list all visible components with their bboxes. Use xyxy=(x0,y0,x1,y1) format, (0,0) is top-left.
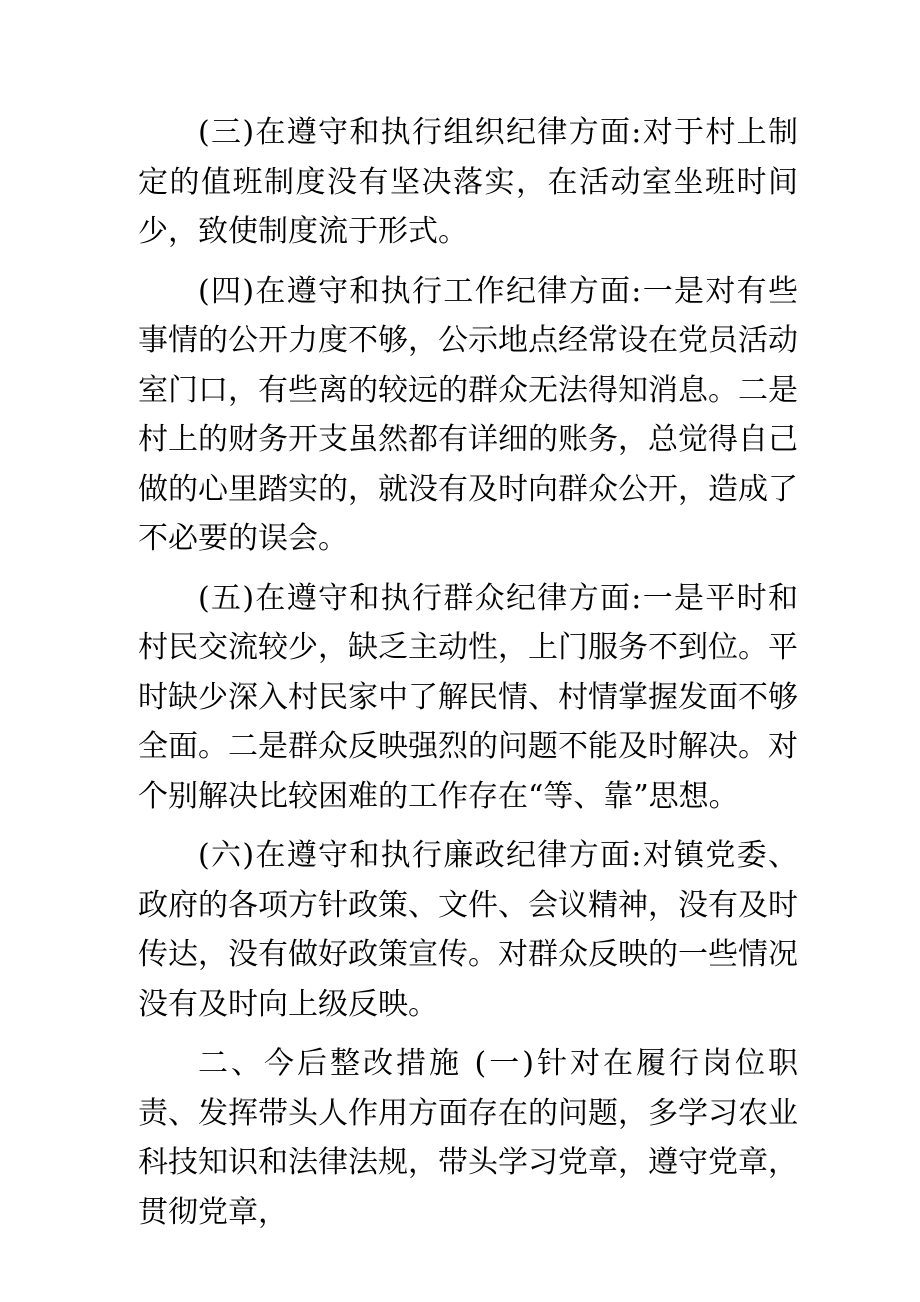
paragraph-4: (四)在遵守和执行工作纪律方面:一是对有些事情的公开力度不够，公示地点经常设在党员活动室门口，有些离的较远的群众无法得知消息。二是村上的财务开支虽然都有详细的账务，总觉得自己做的心里踏实的，就没有及时向群众公开，造成了不必要的误会。 xyxy=(138,273,798,556)
paragraph-5: (五)在遵守和执行群众纪律方面:一是平时和村民交流较少，缺乏主动性，上门服务不到位。平时缺少深入村民家中了解民情、村情掌握发面不够全面。二是群众反映强烈的问题不能及时解决。对个别解决比较困难的工作存在“等、靠”思想。 xyxy=(138,580,798,814)
document-body xyxy=(138,108,798,1237)
paragraph-3: (三)在遵守和执行组织纪律方面:对于村上制定的值班制度没有坚决落实，在活动室坐班时间少，致使制度流于形式。 xyxy=(138,115,798,249)
paragraph-6: (六)在遵守和执行廉政纪律方面:对镇党委、政府的各项方针政策、文件、会议精神，没有及时传达，没有做好政策宣传。对群众反映的一些情况没有及时向上级反映。 xyxy=(138,838,798,1022)
paragraph-rectification: 二、今后整改措施 (一)针对在履行岗位职责、发挥带头人作用方面存在的问题，多学习农业科技知识和法律法规，带头学习党章，遵守党章，贯彻党章， xyxy=(138,1046,798,1230)
